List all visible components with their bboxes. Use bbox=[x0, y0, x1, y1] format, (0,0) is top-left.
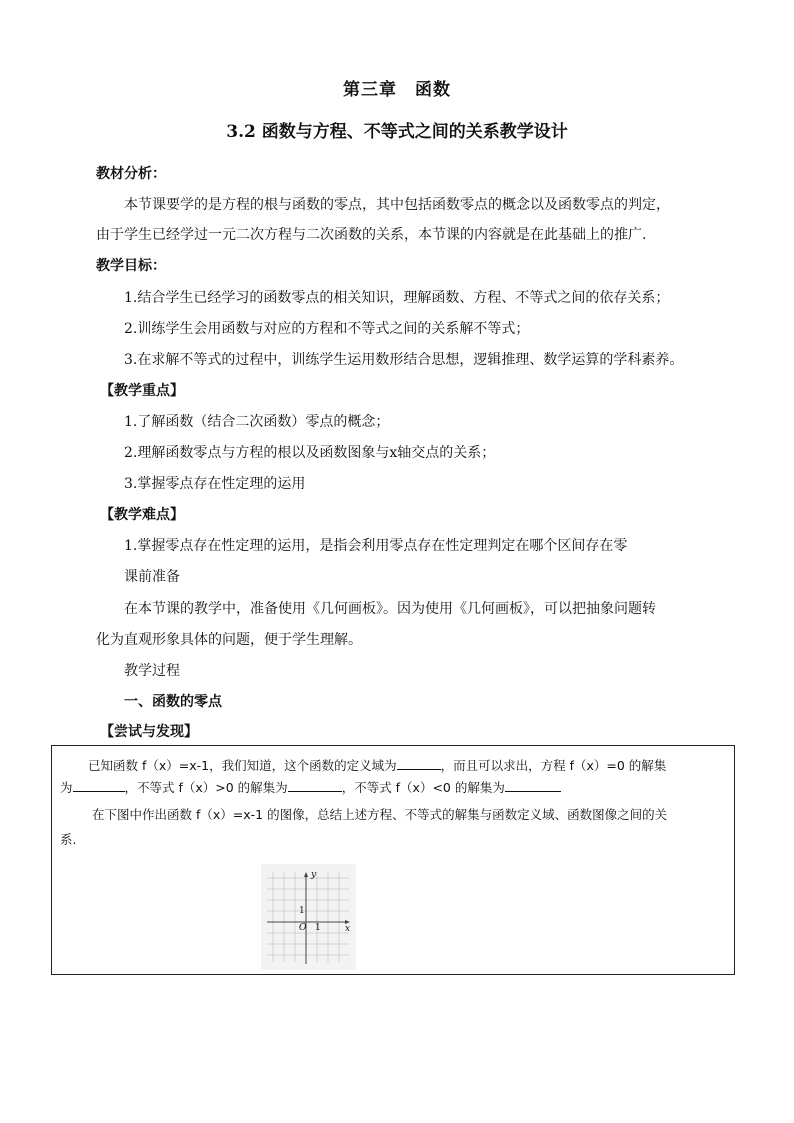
exercise-text: 已知函数 f（x）=x-1，我们知道，这个函数的定义域为 bbox=[88, 758, 397, 773]
try-discover-heading: 【尝试与发现】 bbox=[100, 724, 198, 740]
goal-item: 3.在求解不等式的过程中，训练学生运用数形结合思想，逻辑推理、数学运算的学科素养。 bbox=[124, 352, 684, 368]
answer-blank-less[interactable] bbox=[505, 779, 561, 792]
lesson-title: 3.2 函数与方程、不等式之间的关系教学设计 bbox=[226, 122, 568, 142]
grid-svg bbox=[261, 864, 356, 970]
analysis-para-2: 由于学生已经学过一元二次方程与二次函数的关系，本节课的内容就是在此基础上的推广. bbox=[96, 227, 647, 243]
y-axis-label: y bbox=[311, 870, 317, 880]
answer-blank-greater[interactable] bbox=[288, 779, 342, 792]
y-axis-arrow-icon bbox=[304, 872, 308, 877]
key-point-item: 2.理解函数零点与方程的根以及函数图象与x轴交点的关系； bbox=[124, 445, 496, 461]
analysis-heading: 教材分析： bbox=[96, 166, 166, 182]
preparation-para-2: 化为直观形象具体的问题，便于学生理解。 bbox=[96, 632, 362, 648]
chapter-title: 第三章 函数 bbox=[343, 80, 451, 100]
exercise-line-2 bbox=[60, 778, 561, 796]
x-tick-label: 1 bbox=[315, 923, 321, 933]
section-zero-heading: 一、函数的零点 bbox=[124, 694, 222, 710]
difficulty-item: 1.掌握零点存在性定理的运用，是指会利用零点存在性定理判定在哪个区间存在零 bbox=[124, 538, 628, 554]
key-point-item: 3.掌握零点存在性定理的运用 bbox=[124, 476, 306, 492]
exercise-text: ，不等式 f（x）<0 的解集为 bbox=[341, 780, 505, 795]
goal-item: 2.训练学生会用函数与对应的方程和不等式之间的关系解不等式； bbox=[124, 321, 530, 337]
x-axis-label: x bbox=[345, 924, 351, 934]
process-heading: 教学过程 bbox=[124, 663, 180, 679]
y-tick-label: 1 bbox=[299, 906, 305, 916]
goal-item: 1.结合学生已经学习的函数零点的相关知识，理解函数、方程、不等式之间的依存关系； bbox=[124, 290, 670, 306]
difficulties-heading: 【教学难点】 bbox=[100, 507, 184, 523]
exercise-line-1 bbox=[88, 756, 666, 774]
answer-blank-equation[interactable] bbox=[73, 779, 125, 792]
exercise-text: 为 bbox=[60, 780, 73, 795]
exercise-line-3: 在下图中作出函数 f（x）=x-1 的图像，总结上述方程、不等式的解集与函数定义域、函数图像之间的关 bbox=[92, 807, 668, 822]
preparation-heading: 课前准备 bbox=[124, 569, 180, 585]
answer-blank-domain[interactable] bbox=[397, 757, 441, 770]
goals-heading: 教学目标： bbox=[96, 258, 166, 274]
exercise-line-4: 系. bbox=[60, 832, 77, 847]
exercise-text: ，而且可以求出，方程 f（x）=0 的解集 bbox=[440, 758, 667, 773]
key-points-heading: 【教学重点】 bbox=[100, 383, 184, 399]
origin-label: O bbox=[299, 923, 307, 933]
key-point-item: 1.了解函数（结合二次函数）零点的概念； bbox=[124, 414, 390, 430]
analysis-para-1: 本节课要学的是方程的根与函数的零点，其中包括函数零点的概念以及函数零点的判定， bbox=[124, 197, 670, 213]
preparation-para-1: 在本节课的教学中，准备使用《几何画板》。因为使用《几何画板》，可以把抽象问题转 bbox=[124, 601, 656, 617]
coordinate-grid bbox=[261, 864, 356, 970]
exercise-text: ，不等式 f（x）>0 的解集为 bbox=[124, 780, 288, 795]
exercise-box bbox=[51, 745, 735, 975]
